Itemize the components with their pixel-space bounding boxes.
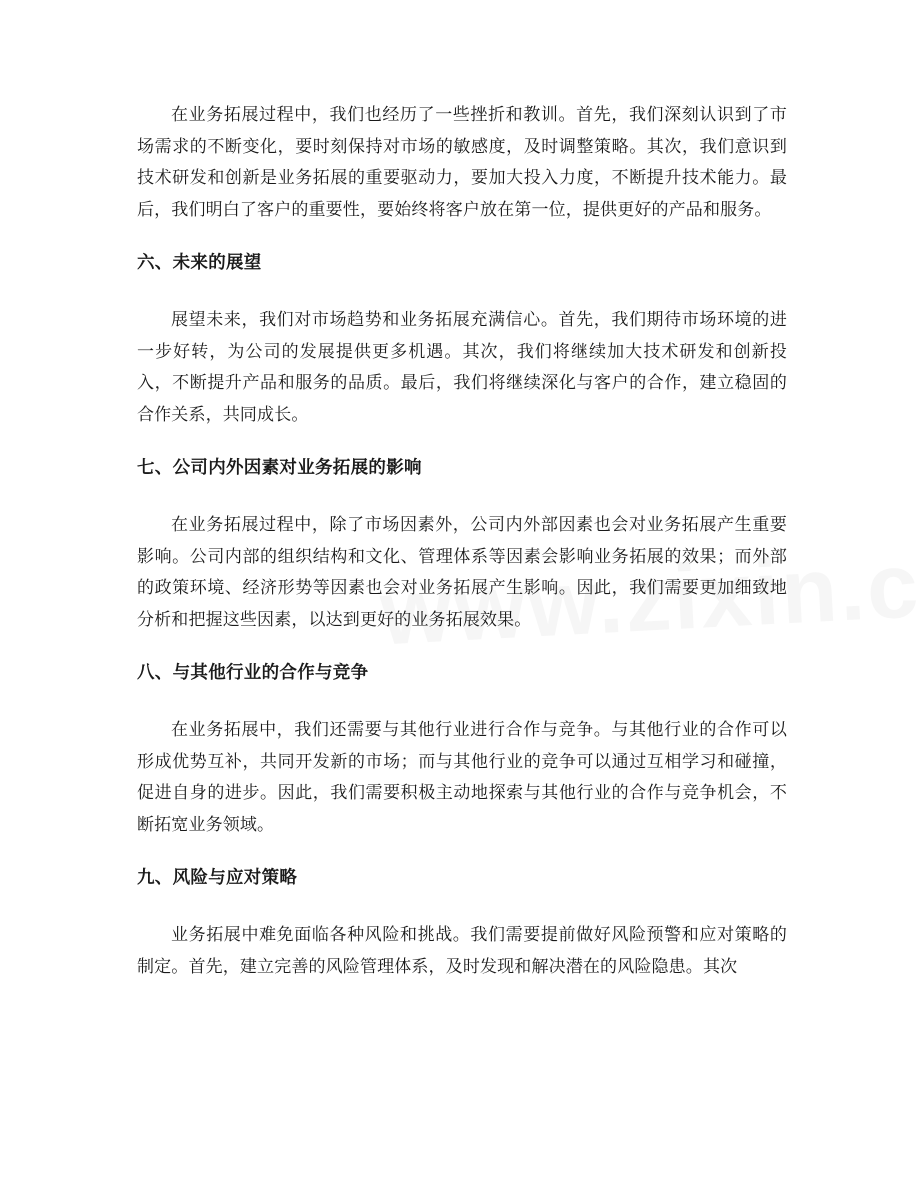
document-body bbox=[137, 100, 787, 1007]
heading-future-outlook: 六、未来的展望 bbox=[137, 253, 262, 273]
paragraph-risk-strategy: 业务拓展中难免面临各种风险和挑战。我们需要提前做好风险预警和应对策略的制定。首先，建立完善的风险管理体系，及时发现和解决潜在的风险隐患。其次 bbox=[137, 925, 787, 977]
paragraph-internal-external-factors: 在业务拓展过程中，除了市场因素外，公司内外部因素也会对业务拓展产生重要影响。公司内部的组织结构和文化、管理体系等因素会影响业务拓展的效果；而外部的政策环境、经济形势等因素也会对业务拓展产生影响。因此，我们需要更加细致地分析和把握这些因素，以达到更好的业务拓展效果。 bbox=[137, 515, 787, 630]
paragraph-lessons: 在业务拓展过程中，我们也经历了一些挫折和教训。首先，我们深刻认识到了市场需求的不断变化，要时刻保持对市场的敏感度，及时调整策略。其次，我们意识到技术研发和创新是业务拓展的重要驱动力，要加大投入力度，不断提升技术能力。最后，我们明白了客户的重要性，要始终将客户放在第一位，提供更好的产品和服务。 bbox=[137, 105, 787, 220]
paragraph-future-outlook: 展望未来，我们对市场趋势和业务拓展充满信心。首先，我们期待市场环境的进一步好转，为公司的发展提供更多机遇。其次，我们将继续加大技术研发和创新投入，不断提升产品和服务的品质。最后，我们将继续深化与客户的合作，建立稳固的合作关系，共同成长。 bbox=[137, 310, 787, 425]
heading-cooperation-competition: 八、与其他行业的合作与竞争 bbox=[137, 663, 369, 683]
heading-risk-strategy: 九、风险与应对策略 bbox=[137, 868, 298, 888]
paragraph-cooperation-competition: 在业务拓展中，我们还需要与其他行业进行合作与竞争。与其他行业的合作可以形成优势互补，共同开发新的市场；而与其他行业的竞争可以通过互相学习和碰撞，促进自身的进步。因此，我们需要积极主动地探索与其他行业的合作与竞争机会，不断拓宽业务领域。 bbox=[137, 720, 787, 835]
heading-internal-external-factors: 七、公司内外因素对业务拓展的影响 bbox=[137, 458, 422, 478]
